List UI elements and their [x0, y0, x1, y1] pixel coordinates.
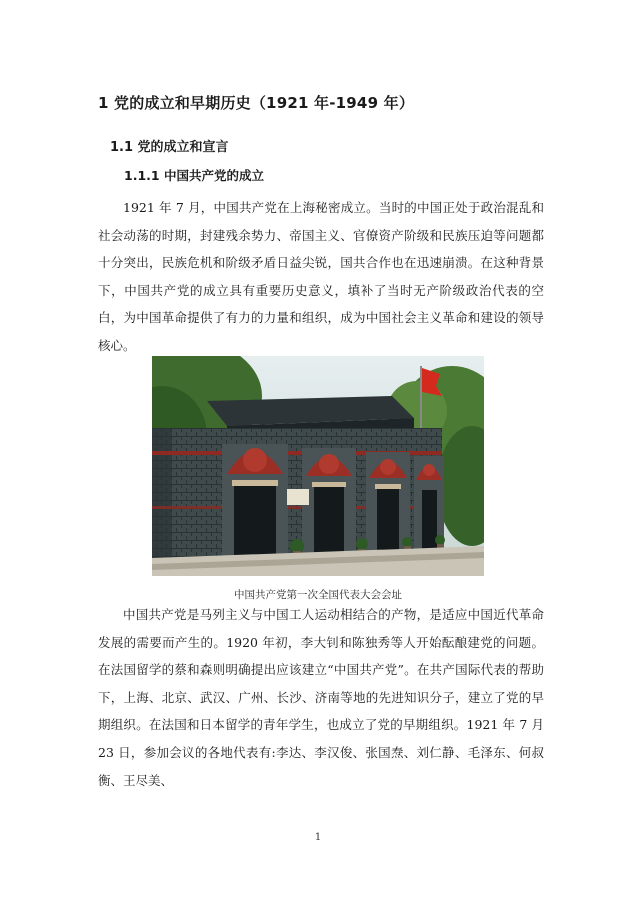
subsection-heading: 1.1.1 中国共产党的成立 [124, 168, 264, 183]
congress-site-photo [152, 356, 484, 576]
figure-caption: 中国共产党第一次全国代表大会会址 [234, 589, 402, 601]
paragraph-history: 中国共产党是马列主义与中国工人运动相结合的产物，是适应中国近代革命发展的需要而产生的。1920 年初，李大钊和陈独秀等人开始酝酿建党的问题。在法国留学的蔡和森则明确提出应该建立“中国共产党”。在共产国际代表的帮助下，上海、北京、武汉、广州、长沙、济南等地的先进知识分子，建立了党的早期组织。在法国和日本留学的青年学生，也成立了党的早期组织。1921 年 7 月 23 日，参加会议的各地代表有:李达、李汉俊、张国焘、刘仁静、毛泽东、何叔衡、王尽美、 [98, 607, 544, 788]
paragraph-founding: 1921 年 7 月，中国共产党在上海秘密成立。当时的中国正处于政治混乱和社会动荡的时期，封建残余势力、帝国主义、官僚资产阶级和民族压迫等问题都十分突出，民族危机和阶级矛盾日益尖锐，国共合作也在迅速崩溃。在这种背景下，中国共产党的成立具有重要历史意义，填补了当时无产阶级政治代表的空白，为中国革命提供了有力的力量和组织，成为中国社会主义革命和建设的领导核心。 [98, 200, 544, 353]
page-number: 1 [314, 832, 322, 843]
chapter-heading: 1 党的成立和早期历史（1921 年-1949 年） [98, 94, 415, 112]
section-heading: 1.1 党的成立和宣言 [110, 140, 229, 155]
